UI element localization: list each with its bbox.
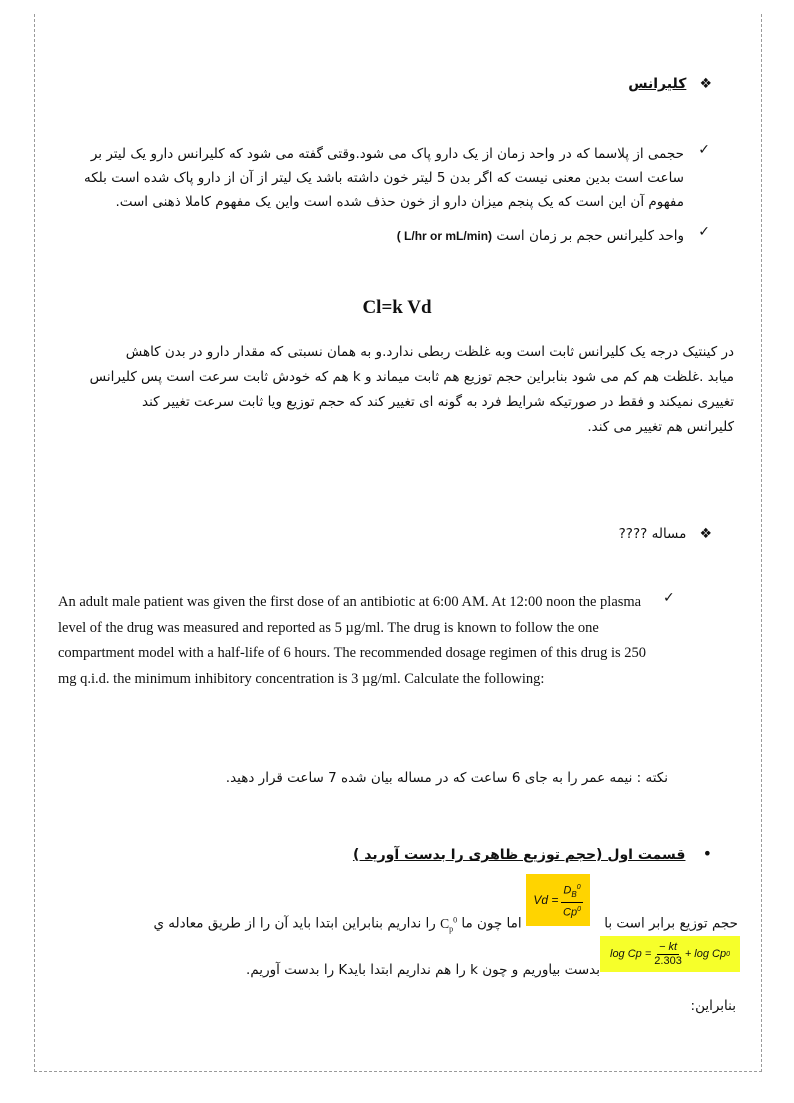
problem-line: level of the drug was measured and reported as 5 µg/ml. The drug is known to follow the one (58, 619, 599, 636)
cp0-variable: $C_p^0$ (440, 915, 458, 934)
problem-line: mg q.i.d. the minimum inhibitory concentration is 3 µg/ml. Calculate the following: (58, 670, 545, 687)
units-line (397, 224, 684, 248)
log-rhs-sup: 0 (726, 950, 730, 958)
definition-line: ساعت است بدین معنی نیست که اگر بدن 5 لیتر خون داشته باشد یک لیتر از آن از دارو پاک شده است بلکه (83, 170, 684, 186)
problem-statement (58, 590, 668, 692)
problem-heading (619, 522, 712, 546)
kinetics-line: در کینتیک درجه یک کلیرانس ثابت است وبه غلظت ربطی ندارد.و به همان نسبتی که مقدار دارو در بدن کاهش (125, 344, 734, 360)
definition-paragraph (44, 142, 684, 214)
vd-lhs: Vd = (533, 893, 559, 907)
kinetics-line: میابد .غلظت هم کم می شود بنابراین حجم توزیع هم ثابت میماند و k هم که خودش ثابت سرعت است پس کلیرانس (89, 369, 734, 385)
log-numerator: − kt (659, 940, 678, 953)
problem-line: An adult male patient was given the first dose of an antibiotic at 6:00 AM. At 12:00 noon the plasma (58, 594, 642, 610)
therefore-text: بنابراین: (690, 998, 736, 1014)
kinetics-paragraph (44, 340, 734, 440)
problem-line: compartment model with a half-life of 6 hours. The recommended dosage regimen of this drug is 250 (58, 645, 647, 661)
clearance-formula: Cl=k Vd (362, 297, 432, 318)
round-bullet-icon: • (702, 844, 712, 863)
vd-num-sup: 0 (576, 883, 581, 891)
diamond-bullet-icon: ❖ (699, 526, 712, 542)
units-value: ( L/hr or mL/min) (396, 229, 493, 243)
problem-title: مساله ???? (618, 526, 687, 542)
k-sentence: بدست بیاوریم و چون k را هم نداریم ابتدا بایدK را بدست آوریم. (246, 962, 600, 978)
vd-numerator: D (563, 884, 572, 897)
diamond-bullet-icon: ❖ (699, 76, 712, 92)
section-title: کلیرانس (628, 76, 687, 92)
part1-heading (353, 842, 712, 867)
vd-denominator: Cp (563, 906, 578, 919)
log-denominator: 2.303 (654, 954, 682, 967)
log-formula (600, 936, 740, 972)
vd-sentence-before: حجم توزیع برابر است با (604, 915, 738, 932)
kinetics-line: کلیرانس هم تغییر می کند. (587, 419, 734, 435)
log-rhs: + log Cp (684, 948, 727, 960)
units-check-icon: ✓ (698, 224, 710, 240)
vd-den-sup: 0 (577, 905, 581, 913)
log-lhs: log Cp = (610, 948, 652, 960)
kinetics-line: تغییری نمیکند و فقط در صورتیکه شرایط فرد به گونه ای تغییر کند که حجم توزیع ویا ثابت سرعت تغییر کند (142, 394, 734, 410)
definition-line: حجمی از پلاسما که در واحد زمان از یک دارو پاک می شود.وقتی گفته می شود که کلیرانس دارو یک لیتر بر (90, 146, 684, 162)
half-life-note: نکته : نیمه عمر را به جای 6 ساعت که در مساله بیان شده 7 ساعت قرار دهید. (225, 770, 668, 786)
definition-line: مفهوم آن این است که یک پنجم میزان دارو از خون حذف شده است واین یک مفهوم کاملا ذهنی است. (115, 194, 684, 210)
vd-num-sub: B (571, 889, 577, 899)
vd-sentence-rest: را نداریم بنابراین ابتدا باید آن را از طریق معادله ي (153, 915, 436, 932)
part1-title: قسمت اول (حجم توزیع ظاهری را بدست آورید ) (352, 847, 686, 863)
units-text: واحد کلیرانس حجم بر زمان است (496, 228, 684, 244)
section-clearance-heading (628, 72, 712, 96)
definition-check-icon: ✓ (698, 142, 710, 158)
vd-sentence-after: اما چون ما (461, 915, 522, 932)
problem-check-icon: ✓ (663, 590, 675, 606)
